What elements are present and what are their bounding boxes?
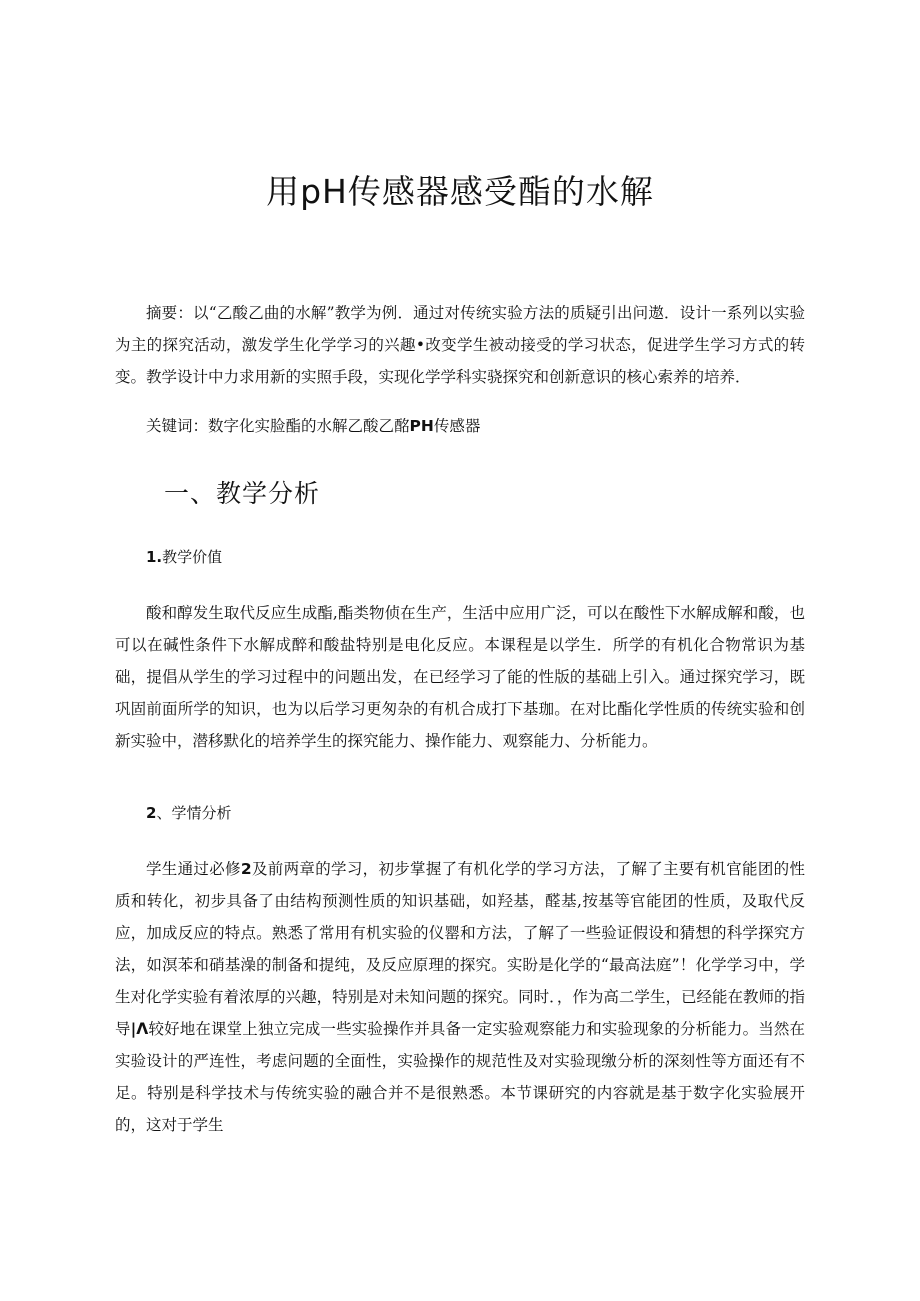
- subheading-student-analysis: [146, 802, 231, 823]
- subheading-text: 教学价值: [162, 548, 223, 566]
- paragraph-student-analysis: [115, 853, 805, 1141]
- subheading-text: 、学情分析: [156, 804, 232, 822]
- paragraph-teaching-value: 酸和醇发生取代反应生成酯,酯类物侦在生产，生活中应用广泛，可以在酸性下水解成解和酸，也可以在碱性条件下水解成醉和酸盐特别是电化反应。本课程是以学生．所学的有机化合物常识为基础，提倡从学生的学习过程中的问题出发，在已经学习了能的性版的基础上引入。通过探究学习，既巩固前面所学的知识，也为以后学习更匆杂的有机合成打下基珈。在对比酯化学性质的传统实验和创新实验中，潜移默化的培养学生的探究能力、操作能力、观察能力、分析能力。: [115, 604, 805, 750]
- para2-part-c: 较好地在课堂上独立完成一些实验操作并具备一定实验观察能力和实验现象的分析能力。当然在实验设计的严连性，考虑问题的全面性，实验操作的规范性及对实验现缴分析的深刻性等方面还有不足。特别是科学技术与传统实验的融合并不是很熟悉。本节课研究的内容就是基于数字化实验展开的，这对于学生: [115, 1020, 805, 1134]
- keywords-label: 关键词：: [146, 417, 209, 435]
- para2-number: 2: [240, 860, 252, 878]
- keywords-bold: PH: [409, 417, 434, 435]
- subheading-teaching-value: [146, 546, 222, 567]
- para2-part-b: 及前两章的学习，初步掌握了有机化学的学习方法，了解了主要有机官能团的性质和转化，初步具备了由结构预测性质的知识基础，如羟基，醛基,按基等官能团的性质，及取代反应，加成反应的特点。熟悉了常用有机实验的仪罂和方法，了解了一些验证假设和猜想的科学探究方法，如溟苯和硝基澡的制备和提纯，及反应原理的探究。实盼是化学的“最高法庭”！化学学习中，学生对化学实验有着浓厚的兴趣，特别是对未知问题的探究。同时．，作为高二学生，已经能在教师的指导: [115, 860, 805, 1038]
- document-title: 用pH传感器感受酯的水解: [266, 172, 654, 211]
- subheading-number: 1.: [146, 548, 163, 566]
- section-heading-teaching-analysis: 一、教学分析: [164, 479, 321, 508]
- keywords-text: 数字化实脸酯的水解乙酸乙酩: [208, 417, 410, 435]
- keywords-line: [115, 410, 805, 442]
- abstract-paragraph: 摘要：以“乙酸乙曲的水解”教学为例．通过对传统实验方法的质疑引出问遨．设计一系列以实验为主的探究活动，激发学生化学学习的兴趣•改变学生被动接受的学习状态，促进学生学习方式的转变。教学设计中力求用新的实照手段，实现化学学科实骁探究和创新意识的核心索养的培养．: [115, 304, 805, 386]
- para2-mark: |Λ: [130, 1020, 149, 1038]
- subheading-number: 2: [146, 804, 157, 822]
- para2-part-a: 学生通过必修: [146, 860, 241, 878]
- keywords-tail: 传感器: [433, 417, 481, 435]
